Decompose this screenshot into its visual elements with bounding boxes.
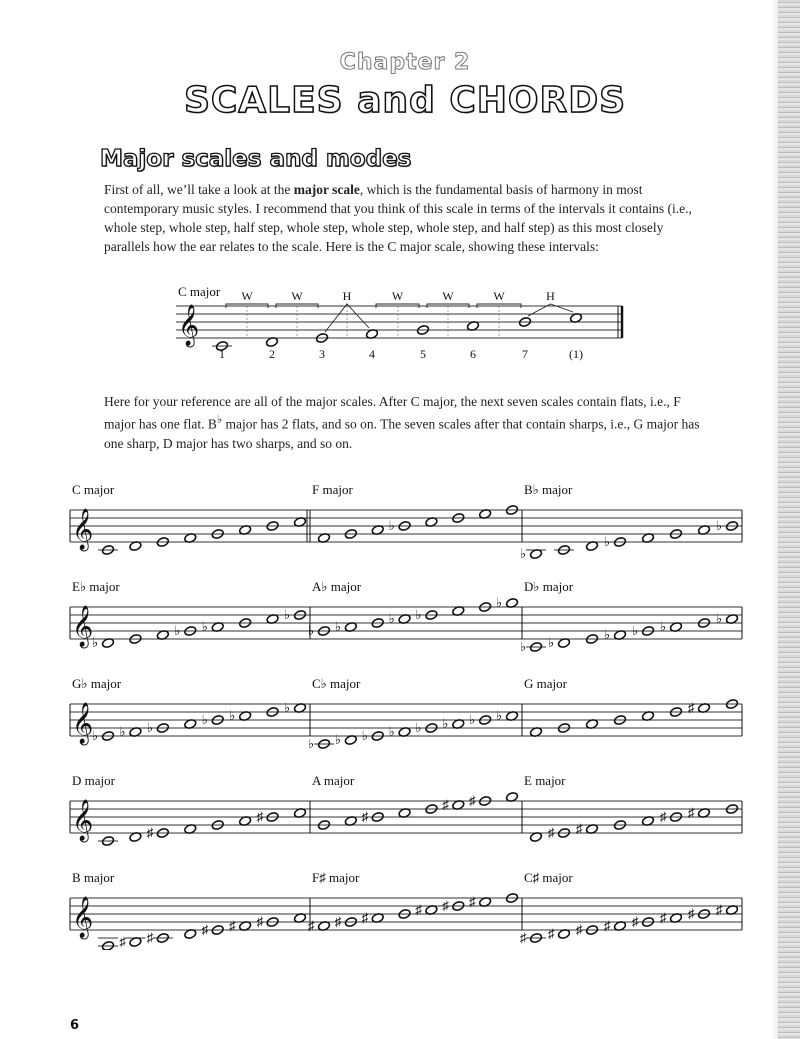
scale-note bbox=[101, 941, 114, 950]
scale-name: D♭ major bbox=[524, 579, 574, 594]
sharp-sign: ♯ bbox=[415, 902, 422, 917]
scale-degree: 6 bbox=[470, 347, 476, 361]
page-number: 6 bbox=[70, 1018, 80, 1033]
interval-label: H bbox=[546, 289, 555, 303]
scale-name: F major bbox=[312, 482, 353, 497]
treble-clef: 𝄞 bbox=[72, 606, 94, 646]
flat-sign: ♭ bbox=[284, 700, 291, 715]
chapter-label: Chapter 2 bbox=[339, 50, 471, 75]
flat-sign: ♭ bbox=[334, 732, 341, 747]
scale-name: A major bbox=[312, 773, 355, 788]
sharp-sign: ♯ bbox=[660, 910, 667, 925]
flat-sign: ♭ bbox=[604, 627, 611, 642]
flat-sign: ♭ bbox=[388, 518, 395, 533]
sharp-sign: ♯ bbox=[229, 918, 236, 933]
treble-clef: 𝄞 bbox=[72, 800, 94, 840]
sharp-sign: ♯ bbox=[146, 930, 154, 945]
intro-paragraph bbox=[104, 180, 704, 256]
interval-label: H bbox=[342, 289, 352, 303]
scale-degree: 2 bbox=[269, 347, 275, 361]
sharp-sign: ♯ bbox=[716, 902, 723, 917]
sharp-sign: ♯ bbox=[632, 914, 639, 929]
sharp-sign: ♯ bbox=[361, 809, 369, 824]
sharp-sign: ♯ bbox=[688, 805, 695, 820]
flat-sign: ♭ bbox=[716, 611, 723, 626]
sharp-sign: ♯ bbox=[576, 821, 583, 836]
scale-name: F♯ major bbox=[312, 870, 360, 885]
scale-degree: 4 bbox=[369, 347, 375, 361]
sharp-sign: ♯ bbox=[442, 797, 449, 812]
scale-degree: 7 bbox=[522, 347, 528, 361]
scale-degree: (1) bbox=[569, 347, 583, 361]
scale-name: C major bbox=[72, 482, 115, 497]
scale-name: D major bbox=[72, 773, 115, 788]
flat-sign: ♭ bbox=[632, 623, 639, 638]
reference-text-2: major has 2 flats, and so on. The seven scales after that contain sharps, i.e., G major has one sharp, D major has two sharps, and so on. bbox=[104, 416, 700, 451]
sharp-sign: ♯ bbox=[660, 809, 667, 824]
flat-sign: ♭ bbox=[174, 623, 181, 638]
scale-name: G♭ major bbox=[72, 676, 122, 691]
intro-bold-term: major scale bbox=[293, 182, 360, 197]
interval-label: W bbox=[442, 289, 454, 303]
sharp-sign: ♯ bbox=[520, 930, 527, 945]
flat-sign: ♭ bbox=[229, 708, 236, 723]
scale-name: C♯ major bbox=[524, 870, 573, 885]
treble-clef: 𝄞 bbox=[72, 897, 94, 937]
flat-sign: ♭ bbox=[520, 546, 527, 561]
sharp-sign: ♯ bbox=[469, 894, 476, 909]
flat-sign: ♭ bbox=[415, 607, 422, 622]
scale-degree: 5 bbox=[420, 347, 426, 361]
flat-sign: ♭ bbox=[469, 712, 476, 727]
intro-text-before: First of all, we’ll take a look at the bbox=[104, 182, 294, 197]
scale-name: E major bbox=[524, 773, 566, 788]
flat-sign: ♭ bbox=[496, 595, 503, 610]
intro-text-after: , which is the fundamental basis of harmony in most contemporary music styles. I recommend that you think of this scale in terms of the intervals it contains (i.e., whole step, whole step, half step, whole step, whole step, whole step, and half step) as this most closely parallels how the ear relates to the scale. Here is the C major scale, showing these intervals: bbox=[104, 182, 692, 254]
sharp-sign: ♯ bbox=[688, 906, 695, 921]
chapter-title: SCALES and CHORDS bbox=[183, 80, 627, 121]
scale-name: A♭ major bbox=[312, 579, 362, 594]
sharp-sign: ♯ bbox=[688, 700, 695, 715]
sharp-sign: ♯ bbox=[256, 809, 264, 824]
treble-clef: 𝄞 bbox=[178, 305, 200, 345]
scale-name: G major bbox=[524, 676, 567, 691]
section-title: Major scales and modes bbox=[100, 146, 412, 172]
flat-sign: ♭ bbox=[548, 635, 555, 650]
flat-sign: ♭ bbox=[146, 720, 153, 735]
flat-sign: ♭ bbox=[388, 611, 395, 626]
scale-degree: 1 bbox=[219, 347, 225, 361]
flat-sign: ♭ bbox=[216, 414, 223, 426]
scale-name: C♭ major bbox=[312, 676, 361, 691]
flat-sign: ♭ bbox=[92, 635, 99, 650]
treble-clef: 𝄞 bbox=[72, 509, 94, 549]
treble-clef: 𝄞 bbox=[72, 703, 94, 743]
scale-name: B major bbox=[72, 870, 115, 885]
flat-sign: ♭ bbox=[415, 720, 422, 735]
sharp-sign: ♯ bbox=[119, 934, 126, 949]
sharp-sign: ♯ bbox=[548, 926, 555, 941]
sharp-sign: ♯ bbox=[334, 914, 342, 929]
scale-degree: 3 bbox=[319, 347, 325, 361]
flat-sign: ♭ bbox=[284, 607, 291, 622]
flat-sign: ♭ bbox=[334, 619, 341, 634]
sharp-sign: ♯ bbox=[469, 793, 476, 808]
sharp-sign: ♯ bbox=[146, 825, 154, 840]
flat-sign: ♭ bbox=[388, 724, 395, 739]
sharp-sign: ♯ bbox=[442, 898, 449, 913]
flat-sign: ♭ bbox=[201, 619, 208, 634]
flat-sign: ♭ bbox=[308, 623, 315, 638]
flat-sign: ♭ bbox=[496, 708, 503, 723]
sharp-sign: ♯ bbox=[256, 914, 264, 929]
interval-label: W bbox=[291, 289, 303, 303]
sharp-sign: ♯ bbox=[576, 922, 583, 937]
scale-name: E♭ major bbox=[72, 579, 120, 594]
flat-sign: ♭ bbox=[308, 736, 315, 751]
flat-sign: ♭ bbox=[92, 728, 99, 743]
interval-example-staff bbox=[0, 270, 800, 380]
interval-label: W bbox=[391, 289, 404, 303]
major-scales-staves bbox=[0, 470, 800, 950]
flat-sign: ♭ bbox=[660, 619, 667, 634]
reference-text-1: Here for your reference are all of the major scales. After C major, the next seven scales contain flats, i.e., F major has one flat. B bbox=[104, 394, 681, 432]
flat-sign: ♭ bbox=[716, 518, 723, 533]
interval-label: W bbox=[241, 289, 253, 303]
sharp-sign: ♯ bbox=[361, 910, 369, 925]
sharp-sign: ♯ bbox=[604, 918, 611, 933]
sharp-sign: ♯ bbox=[548, 825, 555, 840]
flat-sign: ♭ bbox=[201, 712, 208, 727]
interval-label: W bbox=[493, 289, 505, 303]
flat-sign: ♭ bbox=[361, 728, 368, 743]
example-label: C major bbox=[178, 284, 221, 299]
sharp-sign: ♯ bbox=[308, 918, 315, 933]
flat-sign: ♭ bbox=[442, 716, 449, 731]
flat-sign: ♭ bbox=[119, 724, 126, 739]
reference-paragraph bbox=[104, 392, 704, 453]
sharp-sign: ♯ bbox=[201, 922, 209, 937]
flat-sign: ♭ bbox=[604, 534, 611, 549]
flat-sign: ♭ bbox=[520, 639, 527, 654]
scale-name: B♭ major bbox=[524, 482, 573, 497]
